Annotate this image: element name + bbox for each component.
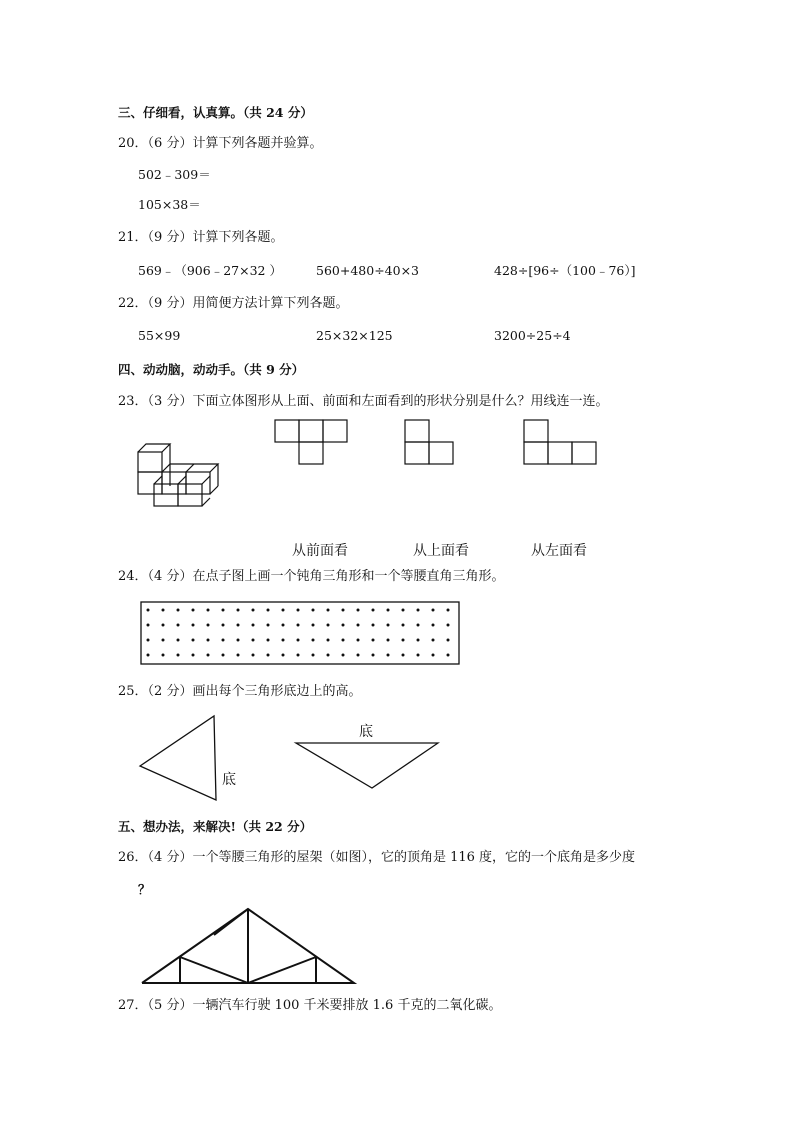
label-front-view: 从前面看 (292, 543, 348, 559)
grid-dot (207, 654, 210, 657)
q21-item-3: 428÷[96÷（100﹣76）] (494, 263, 636, 278)
grid-dot (267, 654, 270, 657)
grid-dot (447, 624, 450, 627)
grid-dot (372, 609, 375, 612)
grid-dot (282, 639, 285, 642)
grid-dot (387, 654, 390, 657)
grid-dot (147, 639, 150, 642)
grid-dot (312, 609, 315, 612)
grid-dot (432, 639, 435, 642)
section-4-title: 四、动动脑，动动手。（共 9 分） (118, 362, 305, 377)
grid-dot (147, 624, 150, 627)
grid-dot (267, 624, 270, 627)
grid-dot (417, 609, 420, 612)
grid-dot (432, 654, 435, 657)
section-3-title: 三、仔细看，认真算。（共 24 分） (118, 105, 313, 120)
grid-dot (282, 624, 285, 627)
grid-dot (192, 639, 195, 642)
grid-dot (402, 654, 405, 657)
grid-dot (207, 639, 210, 642)
q24-stem: 24．（4 分）在点子图上画一个钝角三角形和一个等腰直角三角形。 (118, 569, 505, 584)
grid-dot (222, 624, 225, 627)
grid-dot (252, 609, 255, 612)
section-5-title: 五、想办法，来解决!（共 22 分） (118, 819, 313, 834)
grid-dot (417, 654, 420, 657)
q20-item-2: 105×38＝ (138, 197, 201, 212)
triangle-b (296, 743, 438, 788)
grid-dot (252, 624, 255, 627)
q23-figure (130, 414, 600, 534)
grid-dot (342, 624, 345, 627)
q22-item-2: 25×32×125 (316, 328, 393, 343)
grid-dot (372, 654, 375, 657)
grid-dot (192, 624, 195, 627)
grid-dot (357, 639, 360, 642)
grid-dot (432, 609, 435, 612)
grid-dot (177, 609, 180, 612)
grid-dot (192, 609, 195, 612)
grid-dot (447, 639, 450, 642)
q20-stem: 20．（6 分）计算下列各题并验算。 (118, 136, 323, 151)
grid-dot (312, 639, 315, 642)
grid-dot (357, 624, 360, 627)
grid-dot (327, 639, 330, 642)
grid-dot (297, 624, 300, 627)
grid-dot (357, 609, 360, 612)
grid-dot (387, 609, 390, 612)
grid-dot (402, 624, 405, 627)
q26-stem: 26．（4 分）一个等腰三角形的屋架（如图），它的顶角是 116 度，它的一个底角是多少度 (118, 850, 636, 865)
grid-dot (192, 654, 195, 657)
grid-dot (177, 639, 180, 642)
q21-item-1: 569﹣（906﹣27×32 ） (138, 263, 282, 278)
grid-dot (402, 609, 405, 612)
grid-dot (147, 654, 150, 657)
grid-dot (372, 624, 375, 627)
grid-dot (312, 654, 315, 657)
q22-item-1: 55×99 (138, 328, 181, 343)
grid-dot (222, 639, 225, 642)
grid-dot (237, 609, 240, 612)
grid-dot (177, 624, 180, 627)
grid-dot (297, 609, 300, 612)
q22-stem: 22．（9 分）用简便方法计算下列各题。 (118, 296, 349, 311)
grid-dot (297, 639, 300, 642)
grid-dot (327, 654, 330, 657)
base-label-a: 底 (222, 772, 236, 788)
dot-grid (138, 600, 462, 666)
grid-dot (162, 609, 165, 612)
q26-stem-cont: ？ (138, 882, 151, 897)
grid-dot (162, 639, 165, 642)
grid-dot (222, 654, 225, 657)
grid-dot (147, 609, 150, 612)
q20-item-1: 502﹣309＝ (138, 167, 211, 182)
grid-dot (402, 639, 405, 642)
q25-figure (132, 712, 440, 806)
q21-stem: 21．（9 分）计算下列各题。 (118, 230, 284, 245)
grid-dot (297, 654, 300, 657)
label-left-view: 从左面看 (531, 543, 587, 559)
grid-dot (327, 624, 330, 627)
grid-dot (447, 609, 450, 612)
label-top-view: 从上面看 (413, 543, 469, 559)
grid-dot (252, 639, 255, 642)
q23-stem: 23．（3 分）下面立体图形从上面、前面和左面看到的形状分别是什么？用线连一连。 (118, 394, 609, 409)
grid-dot (177, 654, 180, 657)
grid-dot (222, 609, 225, 612)
grid-dot (372, 639, 375, 642)
grid-dot (342, 639, 345, 642)
grid-dot (267, 639, 270, 642)
grid-dot (417, 624, 420, 627)
grid-dot (357, 654, 360, 657)
grid-dot (162, 654, 165, 657)
grid-dot (432, 624, 435, 627)
grid-dot (312, 624, 315, 627)
q22-item-3: 3200÷25÷4 (494, 328, 571, 343)
grid-dot (342, 654, 345, 657)
q27-stem: 27．（5 分）一辆汽车行驶 100 千米要排放 1.6 千克的二氧化碳。 (118, 998, 502, 1013)
base-label-b: 底 (359, 724, 373, 740)
triangle-a (140, 716, 216, 800)
roof-truss (138, 905, 358, 987)
grid-dot (237, 639, 240, 642)
grid-dot (387, 639, 390, 642)
grid-dot (252, 654, 255, 657)
grid-dot (207, 624, 210, 627)
q25-stem: 25．（2 分）画出每个三角形底边上的高。 (118, 684, 362, 699)
grid-dot (162, 624, 165, 627)
grid-dot (237, 654, 240, 657)
grid-dot (387, 624, 390, 627)
grid-dot (207, 609, 210, 612)
q21-item-2: 560+480÷40×3 (316, 263, 419, 278)
grid-dot (342, 609, 345, 612)
grid-dot (327, 609, 330, 612)
grid-dot (237, 624, 240, 627)
grid-dot (447, 654, 450, 657)
grid-dot (282, 654, 285, 657)
grid-dot (282, 609, 285, 612)
grid-dot (417, 639, 420, 642)
grid-dot (267, 609, 270, 612)
